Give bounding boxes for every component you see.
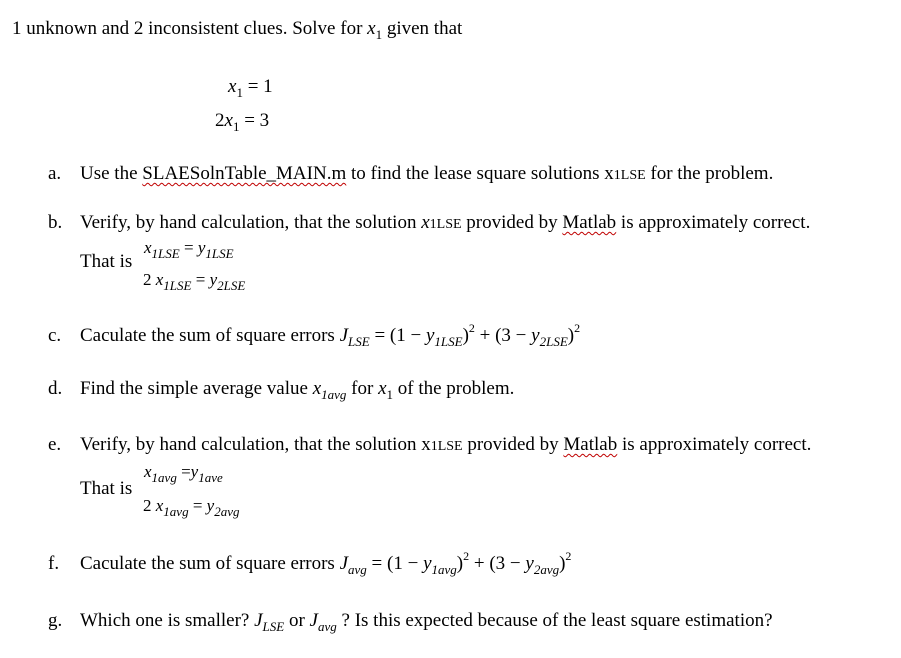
c-y1-sub: 1LSE [434, 334, 463, 349]
g-J2: J [309, 610, 318, 631]
e-eq2-coef: 2 [143, 496, 152, 515]
item-d-label: d. [48, 378, 63, 399]
c-J-sub: LSE [348, 334, 370, 349]
item-b-eq1 [144, 238, 234, 261]
item-g-t1: Which one is smaller? [80, 610, 255, 631]
item-e-eq1 [144, 462, 223, 485]
c-sq1: 2 [468, 321, 475, 335]
item-a-label: a. [48, 163, 62, 184]
e-eq2-lhs-sub: 1avg [163, 504, 189, 519]
eq2-coef: 2 [215, 110, 225, 131]
item-d-text [80, 378, 514, 400]
item-b-var-sub: 1LSE [429, 217, 462, 232]
item-d-t3: of the problem. [393, 378, 515, 399]
item-g-label: g. [48, 610, 63, 631]
eq1-rhs: = 1 [247, 76, 273, 97]
b-eq2-lhs: x [155, 270, 164, 289]
e-eq1-rhs-sub: 1ave [198, 470, 223, 485]
c-y1: y [425, 325, 435, 346]
b-eq1-rhs-sub: 1LSE [205, 246, 234, 261]
f-y1: y [423, 553, 432, 574]
c-sq2: 2 [574, 321, 581, 335]
item-e-var-sub: 1LSE [430, 439, 463, 454]
f-p2: ) [456, 553, 464, 574]
item-b-matlab: Matlab [562, 212, 617, 233]
item-c-t1: Caculate the sum of square errors [80, 325, 340, 346]
b-eq2-rhs-sub: 2LSE [217, 278, 246, 293]
item-b-text [80, 212, 810, 234]
item-f-t1: Caculate the sum of square errors [80, 553, 340, 574]
e-eq1-lhs-sub: 1avg [151, 470, 177, 485]
eq2-rhs: = 3 [244, 110, 270, 131]
e-eq2-eq: = [192, 496, 203, 515]
c-p3: + (3 − [474, 325, 532, 346]
system-eq2 [215, 110, 269, 132]
b-eq2-coef: 2 [143, 270, 152, 289]
b-eq2-lhs-sub: 1LSE [163, 278, 192, 293]
item-a-t1: Use the [80, 163, 143, 184]
b-eq1-lhs-sub: 1LSE [151, 246, 180, 261]
d-var2-sub: 1 [386, 387, 393, 402]
item-g-t2: ? Is this expected because of the least square estimation? [336, 610, 773, 631]
c-y2-sub: 2LSE [539, 334, 568, 349]
item-b-t1: Verify, by hand calculation, that the solution [80, 212, 422, 233]
item-a-t3: for the problem. [645, 163, 774, 184]
item-c-text [80, 321, 581, 349]
item-e-t3: is approximately correct. [617, 434, 812, 455]
eq2-sub: 1 [232, 119, 240, 134]
f-sq2: 2 [565, 549, 572, 563]
item-a-var-sub: 1LSE [613, 168, 646, 183]
b-eq2-eq: = [195, 270, 206, 289]
item-d-t2: for [346, 378, 379, 399]
item-f-label: f. [48, 553, 60, 574]
intro-var: x [367, 18, 376, 39]
item-a-file: SLAESolnTable_MAIN.m [142, 163, 347, 184]
c-J: J [339, 325, 349, 346]
d-var-sub: 1avg [321, 387, 347, 402]
g-or: or [284, 610, 310, 631]
e-eq2-lhs: x [155, 496, 164, 515]
d-var2: x [378, 378, 387, 399]
f-y1-sub: 1avg [431, 562, 457, 577]
f-J-sub: avg [348, 562, 367, 577]
item-e-var: x [421, 434, 431, 455]
b-eq2-rhs: y [209, 270, 218, 289]
eq2-lhs: x [224, 110, 233, 131]
b-eq1-lhs: x [144, 238, 152, 257]
b-eq1-eq: = [183, 238, 194, 257]
f-p3: + (3 − [469, 553, 526, 574]
item-b-t3: is approximately correct. [616, 212, 811, 233]
f-y2: y [525, 553, 534, 574]
f-J: J [339, 553, 349, 574]
f-y2-sub: 2avg [533, 562, 560, 577]
item-e-eq2 [143, 496, 240, 519]
item-g-text [80, 610, 773, 632]
g-J1-sub: LSE [262, 619, 285, 634]
intro-after: given that [386, 18, 463, 39]
item-e-t1: Verify, by hand calculation, that the solution [80, 434, 422, 455]
item-e-text [80, 434, 811, 456]
item-a-var: x [604, 163, 614, 184]
e-eq1-rhs: y [190, 462, 199, 481]
e-eq2-rhs: y [206, 496, 215, 515]
item-e-t2: provided by [462, 434, 564, 455]
intro-text: 1 unknown and 2 inconsistent clues. Solve for [12, 18, 368, 39]
f-sq1: 2 [463, 549, 470, 563]
f-p1: = (1 − [366, 553, 424, 574]
item-e-label: e. [48, 434, 62, 455]
e-eq1-lhs: x [144, 462, 152, 481]
d-var: x [312, 378, 322, 399]
item-a-t2: to find the lease square solutions [346, 163, 605, 184]
f-p4: ) [559, 553, 566, 574]
c-y2: y [531, 325, 540, 346]
eq1-lhs: x [228, 76, 237, 97]
e-eq1-eq: = [181, 462, 191, 481]
item-b-t2: provided by [461, 212, 563, 233]
g-J1: J [254, 610, 263, 631]
intro-var-sub: 1 [375, 27, 383, 42]
item-c-label: c. [48, 325, 62, 346]
b-eq1-rhs: y [197, 238, 206, 257]
c-p1: = (1 − [369, 325, 426, 346]
item-b-var: x [421, 212, 430, 233]
eq1-sub: 1 [236, 85, 243, 100]
system-eq1 [228, 76, 273, 98]
intro-line [12, 18, 462, 40]
item-e-matlab: Matlab [563, 434, 618, 455]
item-b-that-is: That is [80, 251, 133, 272]
item-f-text [80, 549, 572, 577]
item-e-that-is: That is [80, 478, 133, 499]
item-b-label: b. [48, 212, 63, 233]
item-d-t1: Find the simple average value [80, 378, 313, 399]
e-eq2-rhs-sub: 2avg [214, 504, 240, 519]
g-J2-sub: avg [317, 619, 337, 634]
c-p2: ) [462, 325, 469, 346]
c-p4: ) [567, 325, 575, 346]
item-a-text [80, 163, 773, 185]
item-b-eq2 [143, 270, 246, 293]
